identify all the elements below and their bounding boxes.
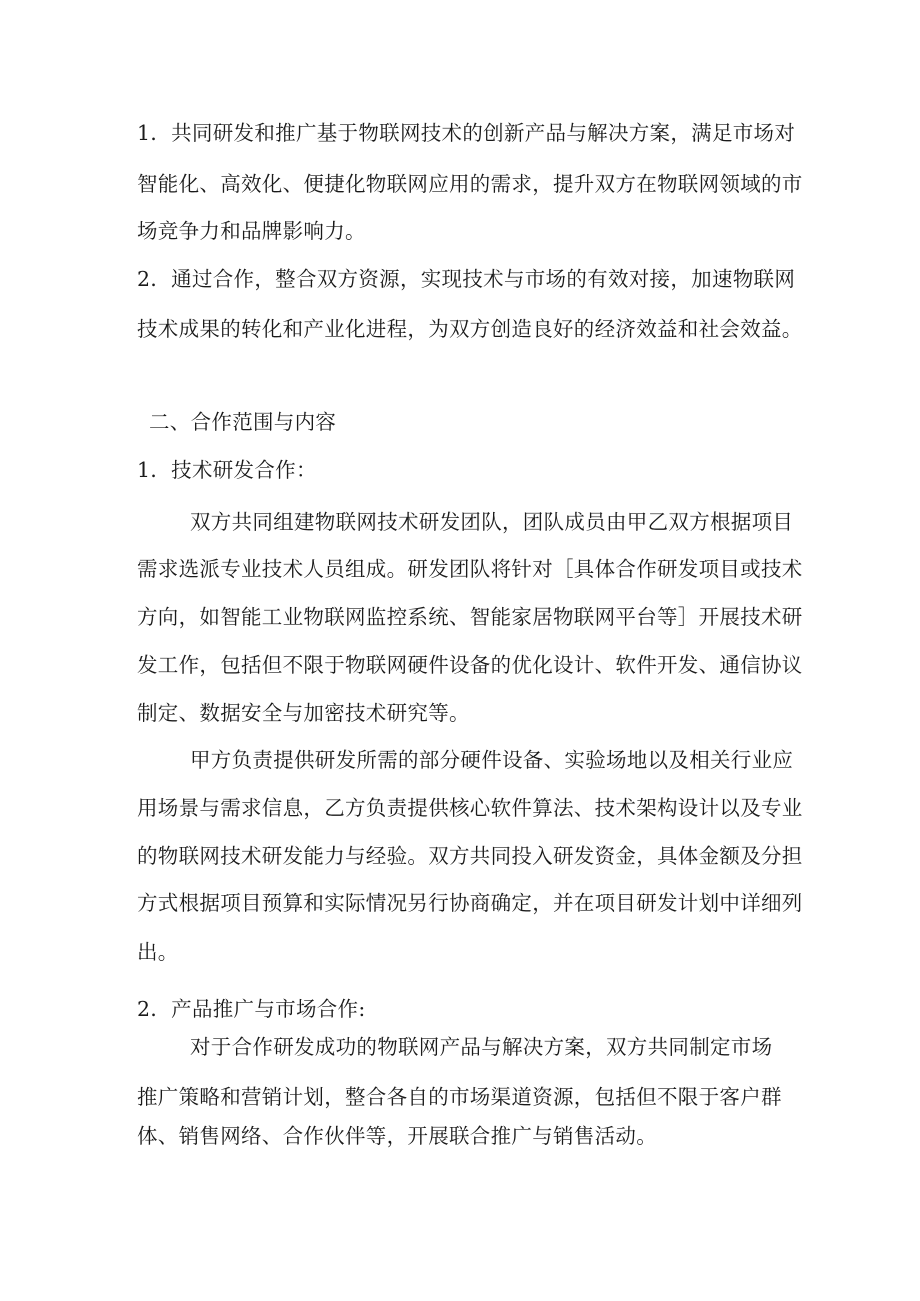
item-1-para-2-line-4: 方式根据项目预算和实际情况另行协商确定，并在项目研发计划中详细列: [137, 891, 803, 915]
section-heading: 二、合作范围与内容: [149, 410, 337, 434]
goal-1-line-2: 智能化、高效化、便捷化物联网应用的需求，提升双方在物联网领域的市: [137, 172, 803, 196]
item-1-para-1-line-3: 方向，如智能工业物联网监控系统、智能家居物联网平台等］开展技术研: [137, 605, 803, 629]
item-2-heading: [137, 997, 920, 1021]
item-2-para-1-line-3: 体、销售网络、合作伙伴等，开展联合推广与销售活动。: [137, 1124, 657, 1148]
item-2-para-1-line-1: 对于合作研发成功的物联网产品与解决方案，双方共同制定市场: [190, 1035, 773, 1059]
item-1-number: 1: [137, 458, 151, 482]
item-2-number: 2: [137, 997, 151, 1021]
item-1-para-2-line-3: 的物联网技术研发能力与经验。双方共同投入研发资金，具体金额及分担: [137, 844, 803, 868]
goal-1-number: 1: [137, 121, 151, 145]
item-2-para-1-line-2: 推广策略和营销计划，整合各自的市场渠道资源，包括但不限于客户群: [137, 1085, 782, 1109]
goal-2-text-line-1: ．通过合作，整合双方资源，实现技术与市场的有效对接，加速物联网: [150, 267, 796, 291]
goal-1-line-3: 场竞争力和品牌影响力。: [137, 219, 366, 243]
item-1-para-2-line-5: 出。: [137, 940, 179, 964]
goal-1-line-1: [137, 121, 920, 145]
item-1-para-1-line-4: 发工作，包括但不限于物联网硬件设备的优化设计、软件开发、通信协议: [137, 653, 803, 677]
item-1-heading: [137, 458, 920, 482]
goal-2-line-2: 技术成果的转化和产业化进程，为双方创造良好的经济效益和社会效益。: [137, 317, 803, 341]
item-1-para-1-line-5: 制定、数据安全与加密技术研究等。: [137, 701, 470, 725]
item-1-para-2-line-1: 甲方负责提供研发所需的部分硬件设备、实验场地以及相关行业应: [190, 748, 794, 772]
item-1-heading-text: ．技术研发合作：: [150, 458, 317, 482]
item-1-para-1-line-1: 双方共同组建物联网技术研发团队，团队成员由甲乙双方根据项目: [190, 510, 794, 534]
goal-2-number: 2: [137, 267, 151, 291]
goal-1-text-line-1: ．共同研发和推广基于物联网技术的创新产品与解决方案，满足市场对: [150, 121, 796, 145]
item-1-para-2-line-2: 用场景与需求信息，乙方负责提供核心软件算法、技术架构设计以及专业: [137, 796, 803, 820]
item-2-heading-text: ．产品推广与市场合作:: [150, 997, 366, 1021]
item-1-para-1-line-2: 需求选派专业技术人员组成。研发团队将针对［具体合作研发项目或技术: [137, 557, 803, 581]
goal-2-line-1: [137, 267, 920, 291]
